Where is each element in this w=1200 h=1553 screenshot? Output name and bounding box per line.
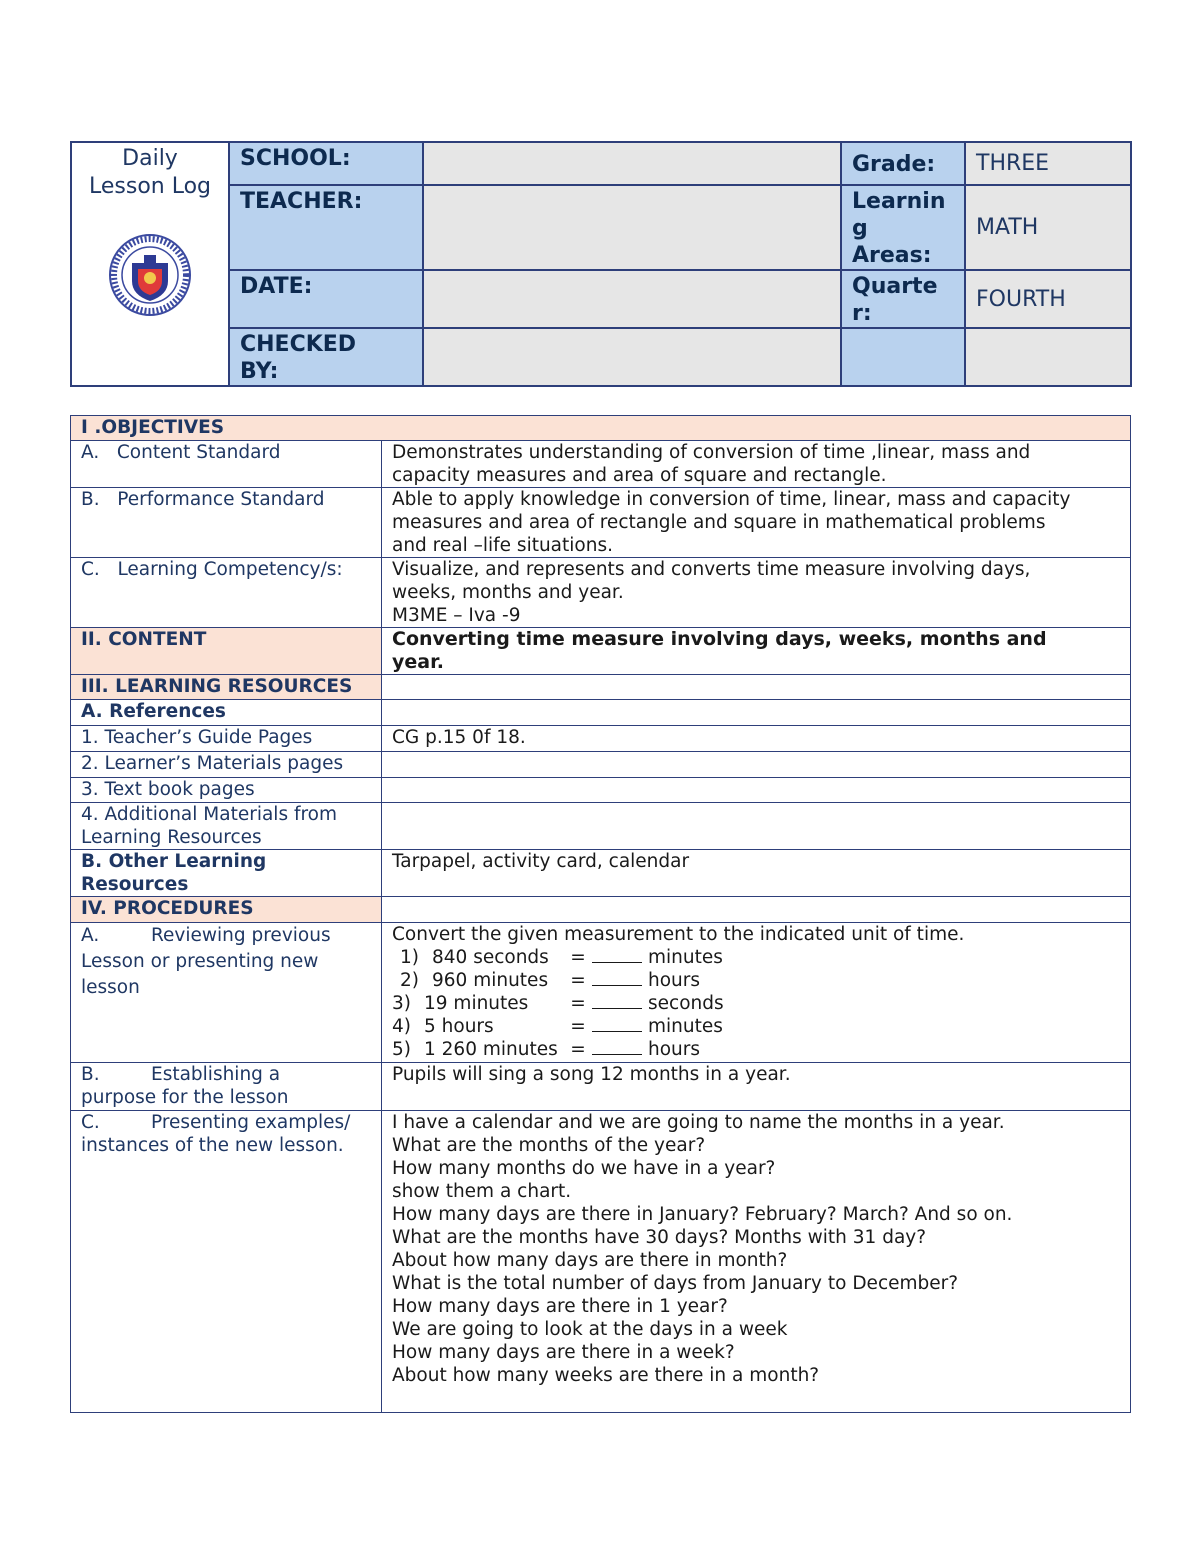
procedure-c-line-1: Presenting examples/ [151, 1112, 351, 1133]
additional-materials-line-2: Learning Resources [81, 827, 262, 848]
conversion-item-unit: minutes [648, 1016, 723, 1037]
performance-standard-label [71, 488, 382, 558]
deped-seal-icon [108, 233, 192, 317]
conversion-item-number: 3) [392, 993, 411, 1014]
content-standard-value [382, 441, 1131, 488]
quarter-label-line-1: Quarte [852, 274, 938, 299]
resources-heading: III. LEARNING RESOURCES [71, 675, 382, 700]
learners-materials-value [382, 752, 1131, 778]
conversion-item-unit: hours [648, 970, 701, 991]
procedures-heading: IV. PROCEDURES [71, 897, 382, 923]
teachers-guide-value: CG p.15 0f 18. [382, 726, 1131, 752]
procedure-c-label [71, 1111, 382, 1413]
conversion-item [392, 969, 1120, 992]
procedure-a-intro: Convert the given measurement to the indicated unit of time. [392, 924, 965, 945]
procedure-a-line-2: Lesson or presenting new [81, 951, 319, 972]
procedure-b-line-2: purpose for the lesson [81, 1087, 289, 1108]
performance-standard-value [382, 488, 1131, 558]
competency-line-3: M3ME – Iva -9 [392, 605, 521, 626]
procedure-a-line-1: Reviewing previous [151, 925, 331, 946]
additional-materials-value [382, 803, 1131, 850]
teacher-label: TEACHER: [229, 185, 423, 270]
conversion-item-equals: = [570, 970, 586, 991]
conversion-item-number: 5) [392, 1039, 411, 1060]
procedure-c-value [382, 1111, 1131, 1413]
conversion-item [392, 1015, 1120, 1038]
conversion-item [392, 992, 1120, 1015]
procedure-c-line: How many months do we have in a year? [392, 1158, 776, 1179]
conversion-item-number: 1) [400, 947, 419, 968]
conversion-item-quantity: 1 260 minutes [424, 1039, 558, 1060]
procedure-a-label [71, 923, 382, 1063]
additional-materials-line-1: 4. Additional Materials from [81, 804, 338, 825]
conversion-item-blank[interactable] [592, 946, 642, 963]
checked-extra-value [965, 328, 1131, 386]
learning-areas-label [841, 185, 965, 270]
conversion-item-equals: = [570, 1016, 586, 1037]
quarter-value: FOURTH [965, 270, 1131, 328]
conversion-item [392, 1038, 1120, 1061]
references-label: A. References [71, 700, 382, 726]
procedure-c-line: What is the total number of days from January to December? [392, 1273, 959, 1294]
procedure-c-line: What are the months have 30 days? Months with 31 day? [392, 1227, 927, 1248]
content-standard-line-2: capacity measures and area of square and rectangle. [392, 465, 887, 486]
performance-line-2: measures and area of rectangle and square in mathematical problems [392, 512, 1046, 533]
title-logo-cell [71, 142, 229, 386]
objectives-heading: I .OBJECTIVES [71, 416, 1131, 441]
procedure-c-line: How many days are there in 1 year? [392, 1296, 728, 1317]
conversion-item-blank[interactable] [592, 969, 642, 986]
competency-label [71, 558, 382, 628]
content-line-2: year. [392, 651, 444, 673]
content-line-1: Converting time measure involving days, weeks, months and [392, 628, 1047, 650]
competency-line-1: Visualize, and represents and converts time measure involving days, [392, 559, 1031, 580]
teacher-value[interactable] [423, 185, 841, 270]
conversion-list [392, 946, 1120, 1061]
title-line-2: Lesson Log [88, 174, 212, 199]
procedure-c-line: What are the months of the year? [392, 1135, 706, 1156]
lesson-table [70, 415, 1131, 1413]
procedure-c-line: About how many days are there in month? [392, 1250, 788, 1271]
procedure-c-line: How many days are there in a week? [392, 1342, 735, 1363]
procedure-b-letter: B. [81, 1064, 100, 1085]
header-table [70, 141, 1132, 387]
conversion-item-quantity: 5 hours [424, 1016, 494, 1037]
conversion-item-unit: seconds [648, 993, 724, 1014]
conversion-item-number: 4) [392, 1016, 411, 1037]
content-heading: II. CONTENT [71, 628, 382, 675]
resources-heading-value [382, 675, 1131, 700]
conversion-item-blank[interactable] [592, 1015, 642, 1032]
title-line-1: Daily [122, 146, 178, 171]
textbook-label: 3. Text book pages [71, 778, 382, 803]
textbook-value [382, 778, 1131, 803]
conversion-item-quantity: 840 seconds [432, 947, 549, 968]
other-resources-label [71, 850, 382, 897]
procedure-a-line-3: lesson [81, 977, 140, 998]
checked-label-line-2: BY: [240, 359, 279, 384]
quarter-label-line-2: r: [852, 301, 872, 326]
content-standard-line-1: Demonstrates understanding of conversion of time ,linear, mass and [392, 442, 1031, 463]
performance-label-text: B. Performance Standard [81, 489, 325, 510]
procedure-c-line-2: instances of the new lesson. [81, 1135, 344, 1156]
conversion-item-blank[interactable] [592, 1038, 642, 1055]
procedure-b-value: Pupils will sing a song 12 months in a year. [382, 1063, 1131, 1111]
date-label: DATE: [229, 270, 423, 328]
procedure-b-label [71, 1063, 382, 1111]
procedure-c-line: About how many weeks are there in a month? [392, 1365, 820, 1386]
content-value [382, 628, 1131, 675]
school-value[interactable] [423, 142, 841, 185]
conversion-item-unit: hours [648, 1039, 701, 1060]
competency-label-text: C. Learning Competency/s: [81, 559, 343, 580]
other-resources-value: Tarpapel, activity card, calendar [382, 850, 1131, 897]
performance-line-3: and real –life situations. [392, 535, 613, 556]
conversion-item-equals: = [570, 947, 586, 968]
learning-areas-value: MATH [965, 185, 1131, 270]
procedure-c-letter: C. [81, 1112, 100, 1133]
school-label: SCHOOL: [229, 142, 423, 185]
checked-by-value[interactable] [423, 328, 841, 386]
additional-materials-label [71, 803, 382, 850]
references-value [382, 700, 1131, 726]
procedure-c-line: How many days are there in January? February? March? And so on. [392, 1204, 1013, 1225]
date-value[interactable] [423, 270, 841, 328]
conversion-item-number: 2) [400, 970, 419, 991]
conversion-item-blank[interactable] [592, 992, 642, 1009]
other-resources-line-2: Resources [81, 874, 189, 895]
checked-by-label [229, 328, 423, 386]
conversion-item-quantity: 960 minutes [432, 970, 549, 991]
procedure-a-value [382, 923, 1131, 1063]
quarter-label [841, 270, 965, 328]
procedure-c-lines [392, 1111, 1120, 1387]
competency-value [382, 558, 1131, 628]
page-title [72, 145, 228, 201]
content-standard-label-text: A. Content Standard [81, 442, 281, 463]
performance-line-1: Able to apply knowledge in conversion of time, linear, mass and capacity [392, 489, 1071, 510]
procedure-b-line-1: Establishing a [151, 1064, 281, 1085]
procedure-c-line: show them a chart. [392, 1181, 572, 1202]
conversion-item [392, 946, 1120, 969]
teachers-guide-label: 1. Teacher’s Guide Pages [71, 726, 382, 752]
procedure-c-line: We are going to look at the days in a week [392, 1319, 788, 1340]
conversion-item-equals: = [570, 993, 586, 1014]
conversion-item-equals: = [570, 1039, 586, 1060]
competency-line-2: weeks, months and year. [392, 582, 624, 603]
procedure-c-line: I have a calendar and we are going to name the months in a year. [392, 1112, 1005, 1133]
learning-label-line-3: Areas: [852, 243, 932, 268]
other-resources-line-1: B. Other Learning [81, 851, 267, 872]
grade-label: Grade: [841, 142, 965, 185]
conversion-item-unit: minutes [648, 947, 723, 968]
procedures-heading-value [382, 897, 1131, 923]
learners-materials-label: 2. Learner’s Materials pages [71, 752, 382, 778]
conversion-item-quantity: 19 minutes [424, 993, 529, 1014]
checked-label-line-1: CHECKED [240, 332, 357, 357]
grade-value: THREE [965, 142, 1131, 185]
learning-label-line-2: g [852, 216, 868, 241]
learning-label-line-1: Learnin [852, 189, 946, 214]
procedure-a-letter: A. [81, 925, 100, 946]
content-standard-label [71, 441, 382, 488]
checked-extra-label [841, 328, 965, 386]
